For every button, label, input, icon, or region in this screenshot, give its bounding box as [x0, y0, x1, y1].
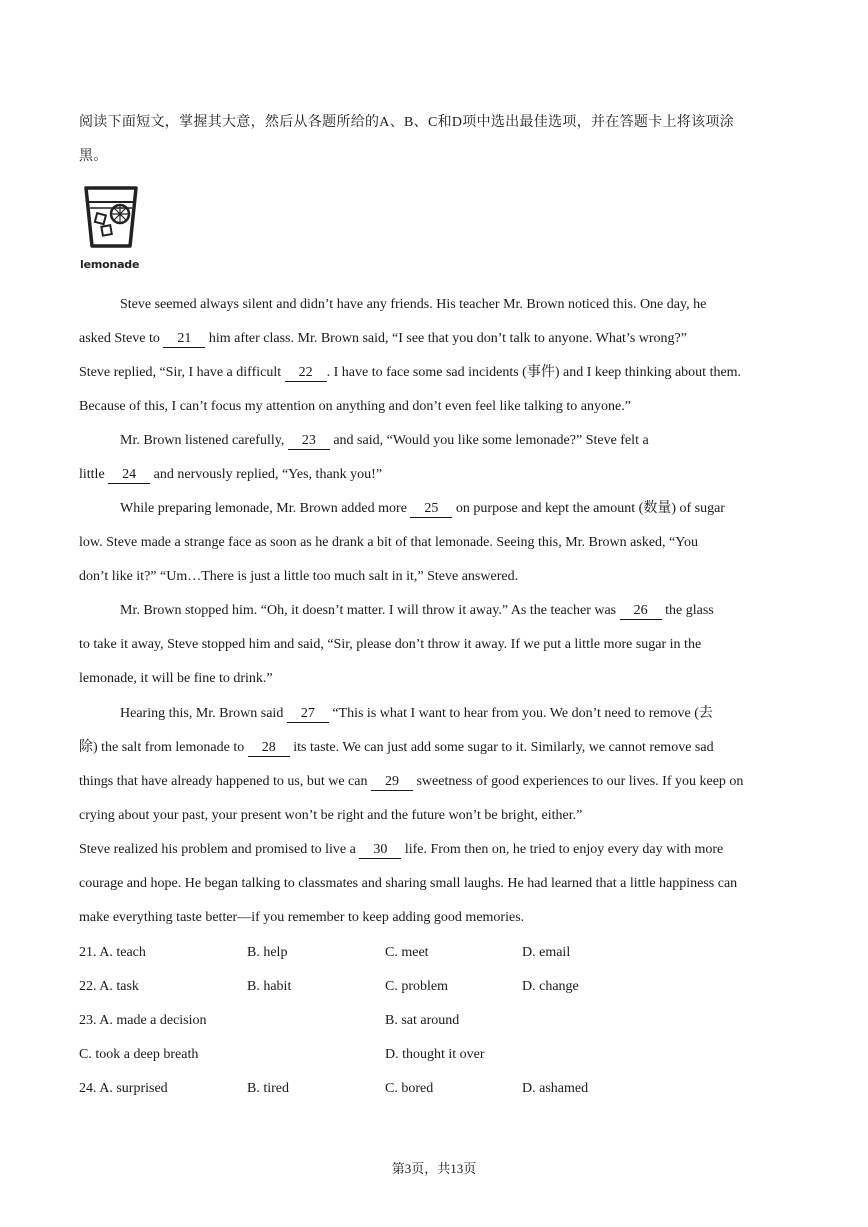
- passage-line: crying about your past, your present won’t be right and the future won’t be bright, either.”: [79, 808, 583, 823]
- blank-27: 27: [287, 706, 329, 723]
- blank-28: 28: [248, 740, 290, 757]
- blank-24: 24: [108, 467, 150, 484]
- question-21-option-d: D. email: [522, 945, 571, 960]
- passage-line: low. Steve made a strange face as soon as he drank a bit of that lemonade. Seeing this, Mr. Brown asked, “You: [79, 535, 698, 550]
- question-23-option-c: C. took a deep breath: [79, 1047, 199, 1062]
- passage-line: Because of this, I can’t focus my attention on anything and don’t even feel like talking to anyone.”: [79, 399, 631, 414]
- blank-26: 26: [620, 603, 662, 620]
- blank-23: 23: [288, 433, 330, 450]
- instructions-line-1: 阅读下面短文，掌握其大意，然后从各题所给的A、B、C和D项中选出最佳选项，并在答题卡上将该项涂: [79, 115, 734, 130]
- passage-line: things that have already happened to us, but we can 29 sweetness of good experiences to our lives. If you keep on: [79, 774, 744, 789]
- question-23-option-a: 23. A. made a decision: [79, 1013, 207, 1028]
- passage-line: lemonade, it will be fine to drink.”: [79, 671, 273, 686]
- question-21-option-a: 21. A. teach: [79, 945, 146, 960]
- passage-line: asked Steve to 21 him after class. Mr. Brown said, “I see that you don’t talk to anyone. What’s wrong?”: [79, 331, 687, 346]
- question-23-option-d: D. thought it over: [385, 1047, 485, 1062]
- passage-line: make everything taste better—if you remember to keep adding good memories.: [79, 910, 525, 925]
- blank-29: 29: [371, 774, 413, 791]
- page-number-footer: 第3页，共13页: [391, 1161, 477, 1176]
- passage-line: Mr. Brown listened carefully, 23 and said, “Would you like some lemonade?” Steve felt a: [120, 433, 649, 448]
- question-23-option-b: B. sat around: [385, 1013, 460, 1028]
- lemonade-glass-icon: [80, 184, 142, 250]
- question-21-option-b: B. help: [247, 945, 288, 960]
- passage-line: 除) the salt from lemonade to 28 its taste. We can just add some sugar to it. Similarly, we cannot remove sad: [79, 740, 714, 755]
- question-24-option-c: C. bored: [385, 1081, 434, 1096]
- question-24-option-a: 24. A. surprised: [79, 1081, 168, 1096]
- passage-line: little 24 and nervously replied, “Yes, thank you!”: [79, 467, 383, 482]
- question-22-option-b: B. habit: [247, 979, 292, 994]
- question-21-option-c: C. meet: [385, 945, 429, 960]
- passage-line: Steve replied, “Sir, I have a difficult 22 . I have to face some sad incidents (事件) and I keep thinking about them.: [79, 365, 742, 380]
- question-22-option-d: D. change: [522, 979, 579, 994]
- passage-line: courage and hope. He began talking to classmates and sharing small laughs. He had learned that a little happiness can: [79, 876, 738, 891]
- blank-22: 22: [285, 365, 327, 382]
- question-24-option-d: D. ashamed: [522, 1081, 589, 1096]
- question-22-option-c: C. problem: [385, 979, 448, 994]
- passage-line: Hearing this, Mr. Brown said 27 “This is what I want to hear from you. We don’t need to remove (去: [120, 706, 713, 721]
- passage-line: Mr. Brown stopped him. “Oh, it doesn’t matter. I will throw it away.” As the teacher was 26 the glass: [120, 603, 714, 618]
- blank-30: 30: [359, 842, 401, 859]
- passage-line: don’t like it?” “Um…There is just a little too much salt in it,” Steve answered.: [79, 569, 519, 584]
- instructions-line-2: 黑。: [79, 149, 108, 164]
- lemonade-image-label: lemonade: [80, 258, 140, 271]
- question-24-option-b: B. tired: [247, 1081, 289, 1096]
- passage-line: to take it away, Steve stopped him and said, “Sir, please don’t throw it away. If we put a little more sugar in the: [79, 637, 702, 652]
- passage-line: Steve realized his problem and promised to live a 30 life. From then on, he tried to enjoy every day with more: [79, 842, 724, 857]
- passage-line: While preparing lemonade, Mr. Brown added more 25 on purpose and kept the amount (数量) of sugar: [120, 501, 725, 516]
- blank-25: 25: [410, 501, 452, 518]
- blank-21: 21: [163, 331, 205, 348]
- passage-line: Steve seemed always silent and didn’t have any friends. His teacher Mr. Brown noticed this. One day, he: [120, 297, 707, 312]
- question-22-option-a: 22. A. task: [79, 979, 139, 994]
